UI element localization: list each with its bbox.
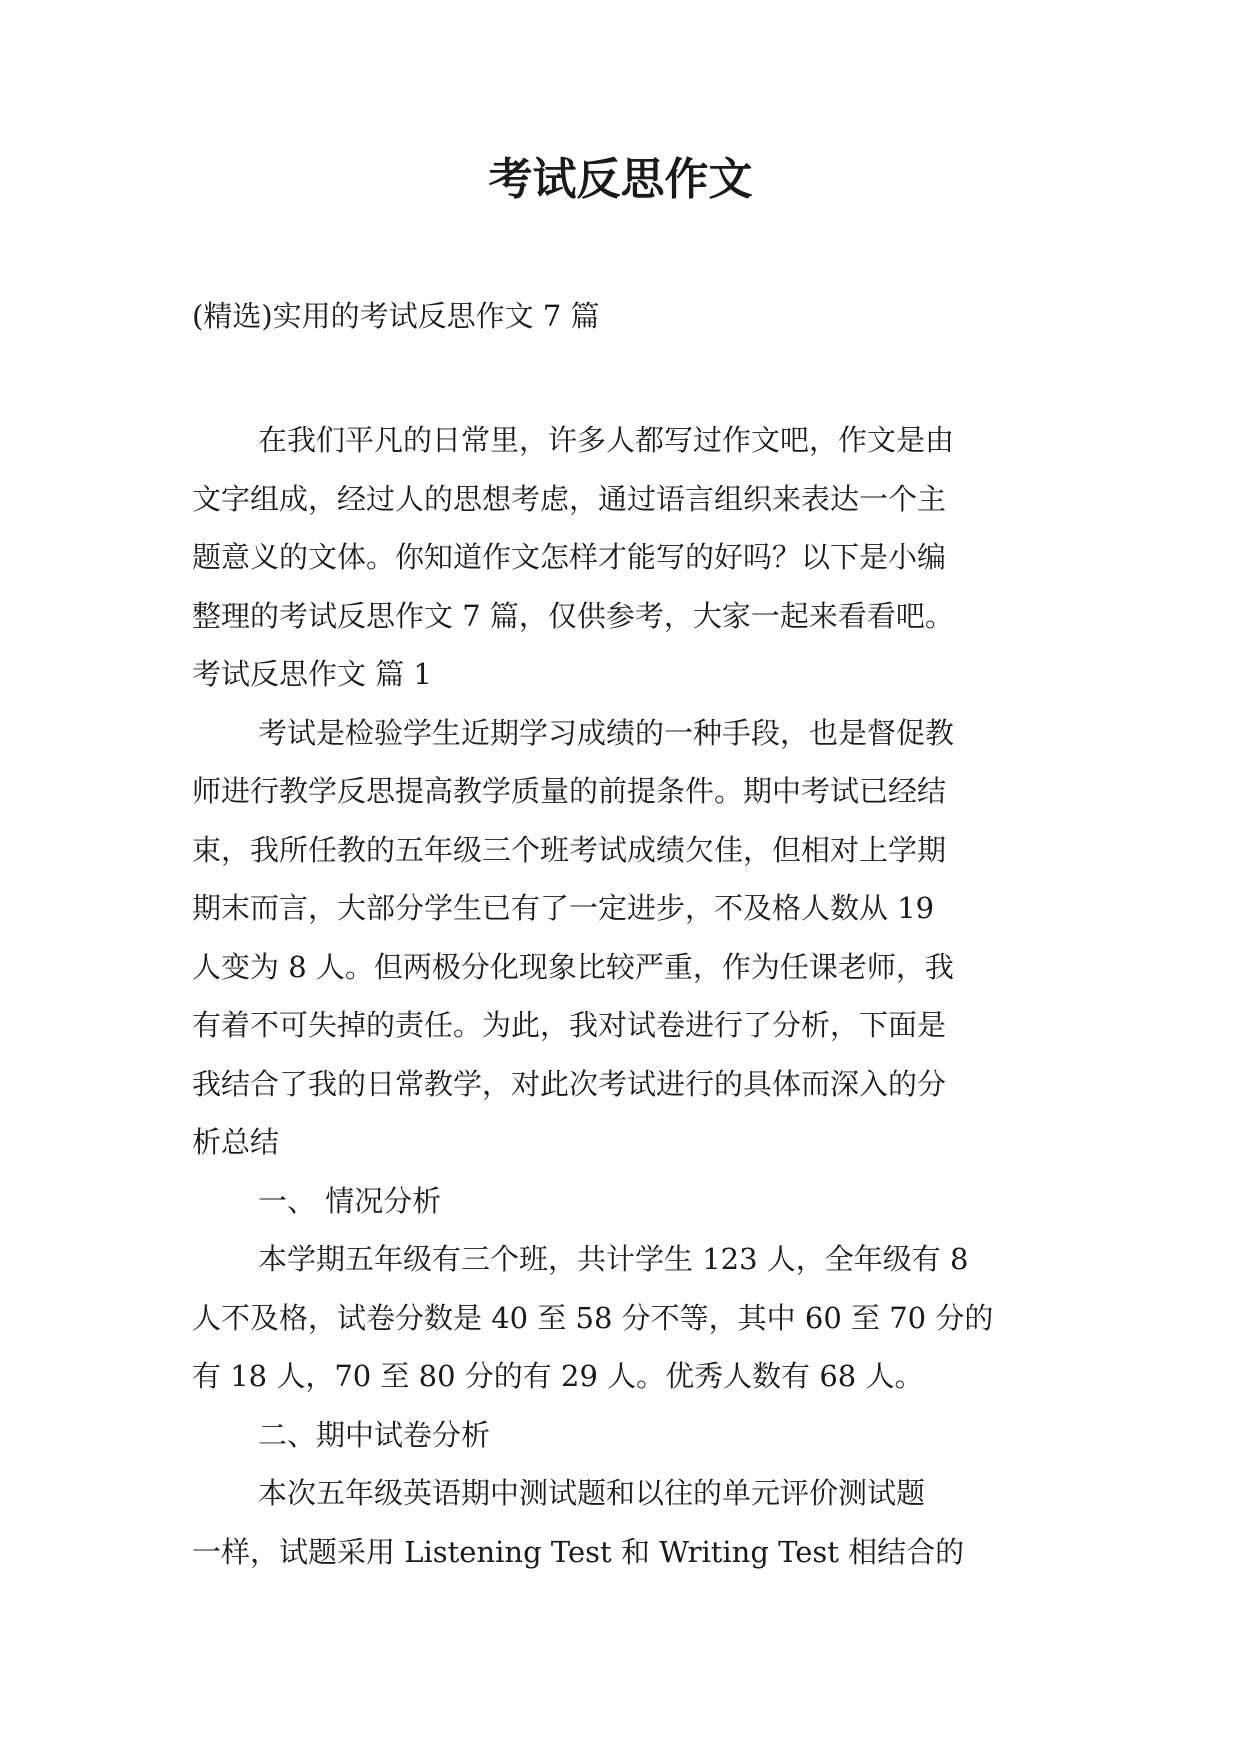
body-line: 师进行教学反思提高教学质量的前提条件。期中考试已经结 (192, 774, 947, 808)
body-line: 题意义的文体。你知道作文怎样才能写的好吗？以下是小编 (192, 540, 947, 574)
body-line: 一样，试题采用 Listening Test 和 Writing Test 相结合的 (192, 1534, 965, 1569)
document-title: 考试反思作文 (488, 154, 753, 205)
body-line: 二、期中试卷分析 (258, 1417, 491, 1452)
document-subtitle: (精选)实用的考试反思作文 7 篇 (192, 299, 600, 333)
body-line: 文字组成，经过人的思想考虑，通过语言组织来表达一个主 (192, 481, 947, 516)
body-line: 有 18 人，70 至 80 分的有 29 人。优秀人数有 68 人。 (192, 1359, 924, 1393)
body-line: 本次五年级英语期中测试题和以往的单元评价测试题 (258, 1476, 926, 1510)
body-line: 在我们平凡的日常里，许多人都写过作文吧，作文是由 (258, 423, 955, 457)
body-line: 本学期五年级有三个班，共计学生 123 人，全年级有 8 (258, 1242, 969, 1276)
body-line: 析总结 (192, 1125, 280, 1159)
body-line: 束，我所任教的五年级三个班考试成绩欠佳，但相对上学期 (192, 832, 947, 867)
document-body (192, 411, 1062, 1581)
body-line: 一、 情况分析 (258, 1183, 442, 1218)
body-line: 考试是检验学生近期学习成绩的一种手段，也是督促教 (258, 715, 955, 750)
body-line: 我结合了我的日常教学，对此次考试进行的具体而深入的分 (192, 1066, 947, 1101)
body-line: 有着不可失掉的责任。为此，我对试卷进行了分析，下面是 (192, 1008, 947, 1042)
body-line: 人变为 8 人。但两极分化现象比较严重，作为任课老师，我 (192, 949, 954, 984)
body-line: 整理的考试反思作文 7 篇，仅供参考，大家一起来看看吧。 (192, 598, 954, 633)
body-line: 考试反思作文 篇 1 (192, 657, 432, 691)
body-line: 期末而言，大部分学生已有了一定进步，不及格人数从 19 (192, 891, 935, 925)
body-line: 人不及格，试卷分数是 40 至 58 分不等，其中 60 至 70 分的 (192, 1300, 994, 1335)
